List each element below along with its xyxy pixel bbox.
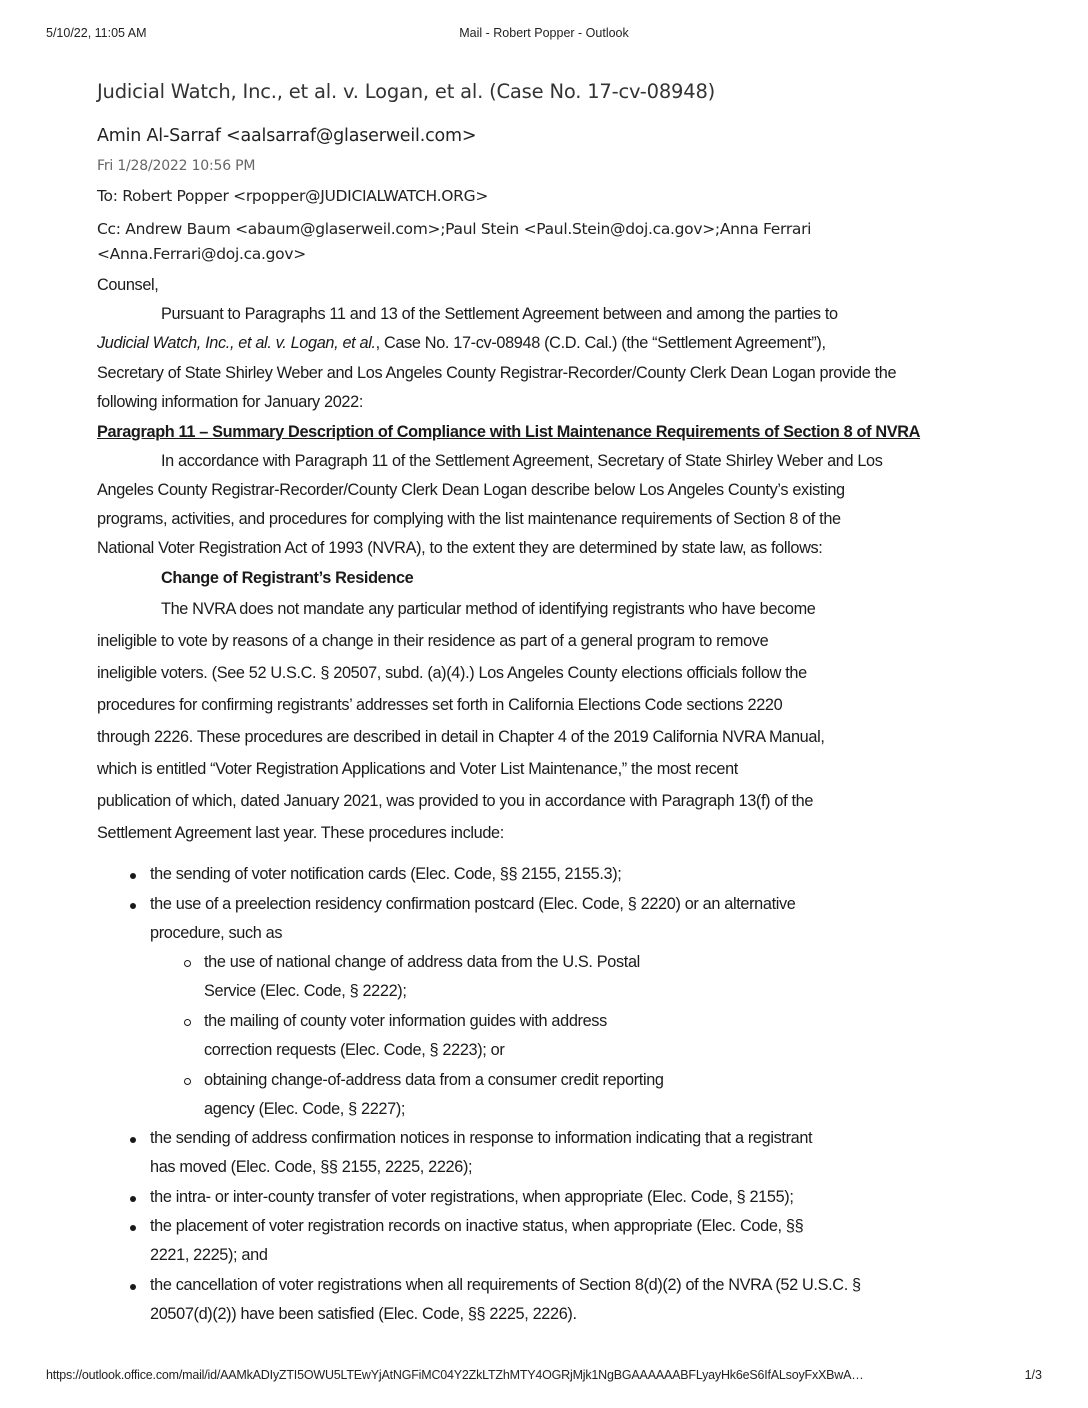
p1-line-1: Pursuant to Paragraphs 11 and 13 of the Settlement Agreement between and among the parties to (161, 305, 838, 323)
list-item-continuation: 20507(d)(2)) have been satisfied (Elec. Code, §§ 2225, 2226). (150, 1305, 577, 1323)
p3-line-8: Settlement Agreement last year. These procedures include: (97, 824, 504, 842)
list-item: the use of a preelection residency confirmation postcard (Elec. Code, § 2220) or an alternative (97, 895, 796, 914)
p3-line-5: through 2226. These procedures are described in detail in Chapter 4 of the 2019 California NVRA Manual, (97, 728, 825, 746)
email-cc[interactable] (97, 217, 897, 267)
list-item-continuation: 2221, 2225); and (150, 1246, 268, 1264)
salutation: Counsel, (97, 276, 159, 294)
hollow-bullet-icon (184, 960, 191, 967)
list-item: the cancellation of voter registrations when all requirements of Section 8(d)(2) of the NVRA (52 U.S.C. § (97, 1276, 861, 1295)
sub-list-item-continuation: agency (Elec. Code, § 2227); (204, 1100, 406, 1118)
email-sender[interactable]: Amin Al-Sarraf <aalsarraf@glaserweil.com> (97, 126, 477, 146)
p1-line-2 (97, 334, 826, 353)
section-heading: Paragraph 11 – Summary Description of Compliance with List Maintenance Requirements of Section 8 of NVRA (97, 423, 921, 441)
sub-list-item: the use of national change of address data from the U.S. Postal (97, 953, 640, 972)
p3-line-6: which is entitled “Voter Registration Applications and Voter List Maintenance,” the most recent (97, 760, 738, 778)
print-header (0, 26, 1088, 42)
p3-line-2: ineligible to vote by reasons of a change in their residence as part of a general program to remove (97, 632, 769, 650)
hollow-bullet-icon (184, 1019, 191, 1026)
p3-line-1: The NVRA does not mandate any particular method of identifying registrants who have become (161, 600, 816, 618)
email-subject: Judicial Watch, Inc., et al. v. Logan, et al. (Case No. 17-cv-08948) (97, 80, 716, 103)
p1-line-4: following information for January 2022: (97, 393, 364, 411)
print-timestamp: 5/10/22, 11:05 AM (46, 26, 147, 40)
p3-line-7: publication of which, dated January 2021, was provided to you in accordance with Paragraph 13(f) of the (97, 792, 814, 810)
sub-list-item: obtaining change-of-address data from a consumer credit reporting (97, 1071, 664, 1090)
sub-list-item: the mailing of county voter information guides with address (97, 1012, 607, 1031)
bullet-icon (130, 1196, 136, 1202)
list-item: the sending of address confirmation notices in response to information indicating that a registrant (97, 1129, 812, 1148)
p1-line-3: Secretary of State Shirley Weber and Los Angeles County Registrar-Recorder/County Clerk Dean Logan provide the (97, 364, 897, 382)
sub-list-item-continuation: Service (Elec. Code, § 2222); (204, 982, 407, 1000)
email-date: Fri 1/28/2022 10:56 PM (97, 158, 256, 174)
hollow-bullet-icon (184, 1078, 191, 1085)
sub-list-item-continuation: correction requests (Elec. Code, § 2223); or (204, 1041, 505, 1059)
bullet-icon (130, 873, 136, 879)
page-number: 1/3 (1024, 1368, 1042, 1382)
email-cc-line-1: Cc: Andrew Baum <abaum@glaserweil.com>;Paul Stein <Paul.Stein@doj.ca.gov>;Anna Ferrari (97, 220, 812, 238)
bullet-icon (130, 1225, 136, 1231)
list-item-continuation: procedure, such as (150, 924, 283, 942)
case-name-italic: Judicial Watch, Inc., et al. v. Logan, et al. (97, 334, 376, 352)
bullet-icon (130, 1137, 136, 1143)
p3-line-4: procedures for confirming registrants’ addresses set forth in California Elections Code sections 2220 (97, 696, 783, 714)
print-url[interactable]: https://outlook.office.com/mail/id/AAMkADIyZTI5OWU5LTEwYjAtNGFiMC04Y2ZkLTZhMTY4OGRjMjk1NgBGAAAAAABFLyayHk6eS6IfALsoyFxXBwA… (46, 1368, 864, 1382)
print-page-title: Mail - Robert Popper - Outlook (459, 26, 629, 40)
p3-line-3: ineligible voters. (See 52 U.S.C. § 20507, subd. (a)(4).) Los Angeles County elections officials follow the (97, 664, 807, 682)
p2-line-2: Angeles County Registrar-Recorder/County Clerk Dean Logan describe below Los Angeles County’s existing (97, 481, 845, 499)
p2-line-1: In accordance with Paragraph 11 of the Settlement Agreement, Secretary of State Shirley Weber and Los (161, 452, 883, 470)
subheading: Change of Registrant’s Residence (161, 569, 414, 587)
list-item-continuation: has moved (Elec. Code, §§ 2155, 2225, 2226); (150, 1158, 473, 1176)
email-cc-line-2: <Anna.Ferrari@doj.ca.gov> (97, 245, 306, 263)
p1-line-2-rest: , Case No. 17-cv-08948 (C.D. Cal.) (the “Settlement Agreement”), (375, 334, 826, 352)
bullet-icon (130, 1284, 136, 1290)
bullet-icon (130, 903, 136, 909)
list-item: the intra- or inter-county transfer of voter registrations, when appropriate (Elec. Code, § 2155); (97, 1188, 794, 1207)
list-item: the sending of voter notification cards (Elec. Code, §§ 2155, 2155.3); (97, 865, 621, 884)
print-footer (0, 1368, 1088, 1384)
p2-line-4: National Voter Registration Act of 1993 (NVRA), to the extent they are determined by state law, as follows: (97, 539, 823, 557)
p2-line-3: programs, activities, and procedures for complying with the list maintenance requirements of Section 8 of the (97, 510, 841, 528)
email-to[interactable]: To: Robert Popper <rpopper@JUDICIALWATCH.ORG> (97, 187, 489, 205)
list-item: the placement of voter registration records on inactive status, when appropriate (Elec. Code, §§ (97, 1217, 803, 1236)
